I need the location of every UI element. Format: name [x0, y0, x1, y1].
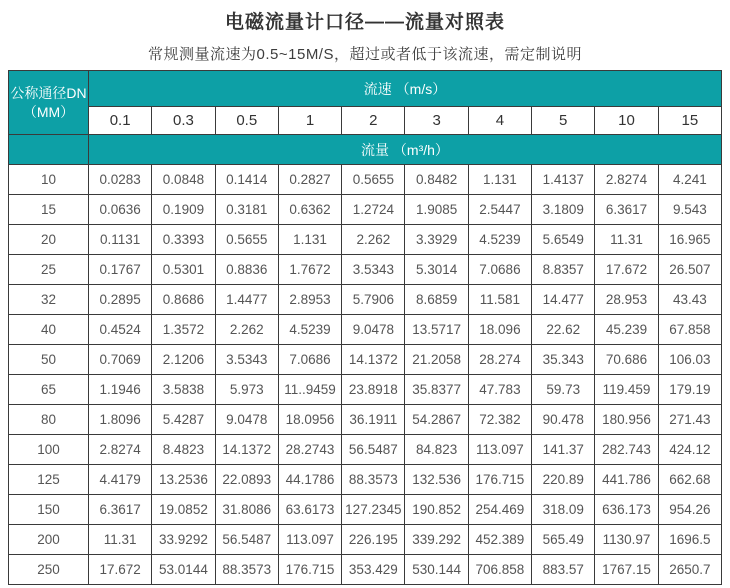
flow-value-cell: 176.715: [468, 465, 531, 495]
flow-value-cell: 18.096: [468, 315, 531, 345]
flow-value-cell: 45.239: [595, 315, 658, 345]
flow-value-cell: 220.89: [532, 465, 595, 495]
flow-value-cell: 26.507: [658, 255, 721, 285]
flow-value-cell: 14.1372: [342, 345, 405, 375]
page-subtitle: 常规测量流速为0.5~15M/S，超过或者低于该流速，需定制说明: [148, 46, 582, 63]
velocity-value-cell: 0.1: [89, 107, 152, 135]
flow-value-cell: 0.1909: [152, 195, 215, 225]
flow-value-cell: 1.2724: [342, 195, 405, 225]
table-body: [9, 165, 722, 585]
flow-value-cell: 127.2345: [342, 495, 405, 525]
flow-value-cell: 883.57: [532, 555, 595, 585]
flow-value-cell: 0.8836: [215, 255, 278, 285]
dn-value-cell: 50: [9, 345, 89, 375]
flow-value-cell: 2.8274: [89, 435, 152, 465]
table-row: [9, 375, 722, 405]
flow-value-cell: 0.0283: [89, 165, 152, 195]
flow-value-cell: 1767.15: [595, 555, 658, 585]
flow-value-cell: 8.6859: [405, 285, 468, 315]
velocity-value-cell: 0.3: [152, 107, 215, 135]
velocity-value-cell: 1: [278, 107, 341, 135]
flow-value-cell: 1.3572: [152, 315, 215, 345]
flow-value-cell: 7.0686: [278, 345, 341, 375]
dn-value-cell: 250: [9, 555, 89, 585]
flow-value-cell: 113.097: [468, 435, 531, 465]
flow-value-cell: 282.743: [595, 435, 658, 465]
table-row: [9, 255, 722, 285]
velocity-value-cell: 2: [342, 107, 405, 135]
velocity-band-row: [9, 71, 722, 107]
table-row: [9, 465, 722, 495]
flow-value-cell: 0.1414: [215, 165, 278, 195]
flow-value-cell: 44.1786: [278, 465, 341, 495]
flow-value-cell: 7.0686: [468, 255, 531, 285]
flow-band-row: [9, 135, 722, 165]
flow-value-cell: 0.0848: [152, 165, 215, 195]
table-row: [9, 525, 722, 555]
flow-value-cell: 565.49: [532, 525, 595, 555]
flow-value-cell: 43.43: [658, 285, 721, 315]
flow-value-cell: 72.382: [468, 405, 531, 435]
flow-value-cell: 84.823: [405, 435, 468, 465]
flow-value-cell: 13.2536: [152, 465, 215, 495]
flow-value-cell: 9.0478: [215, 405, 278, 435]
table-row: [9, 315, 722, 345]
flow-value-cell: 424.12: [658, 435, 721, 465]
flow-value-cell: 4.5239: [468, 225, 531, 255]
flow-value-cell: 88.3573: [215, 555, 278, 585]
flow-value-cell: 0.1131: [89, 225, 152, 255]
flow-value-cell: 11.31: [595, 225, 658, 255]
flow-band-empty-cell: [9, 135, 89, 165]
velocity-value-cell: 0.5: [215, 107, 278, 135]
dn-value-cell: 125: [9, 465, 89, 495]
velocity-values-row: [9, 107, 722, 135]
flow-value-cell: 1.131: [278, 225, 341, 255]
table-row: [9, 405, 722, 435]
flow-value-cell: 1.4477: [215, 285, 278, 315]
flow-value-cell: 6.3617: [595, 195, 658, 225]
flow-value-cell: 16.965: [658, 225, 721, 255]
flow-header-cell: 流量 （m³/h）: [89, 135, 722, 165]
flow-value-cell: 1696.5: [658, 525, 721, 555]
flow-value-cell: 1.1946: [89, 375, 152, 405]
flow-value-cell: 13.5717: [405, 315, 468, 345]
flow-value-cell: 5.3014: [405, 255, 468, 285]
flow-value-cell: 14.477: [532, 285, 595, 315]
velocity-value-cell: 4: [468, 107, 531, 135]
flow-value-cell: 54.2867: [405, 405, 468, 435]
dn-value-cell: 32: [9, 285, 89, 315]
page-title: 电磁流量计口径——流量对照表: [224, 12, 505, 33]
flow-value-cell: 11..9459: [278, 375, 341, 405]
flow-value-cell: 3.1809: [532, 195, 595, 225]
flow-value-cell: 8.8357: [532, 255, 595, 285]
flow-value-cell: 22.0893: [215, 465, 278, 495]
flow-value-cell: 5.4287: [152, 405, 215, 435]
flow-value-cell: 1.4137: [532, 165, 595, 195]
flow-value-cell: 119.459: [595, 375, 658, 405]
flow-value-cell: 0.2895: [89, 285, 152, 315]
flow-value-cell: 441.786: [595, 465, 658, 495]
flow-value-cell: 2.262: [215, 315, 278, 345]
flow-value-cell: 28.2743: [278, 435, 341, 465]
flow-value-cell: 9.543: [658, 195, 721, 225]
flow-value-cell: 2.262: [342, 225, 405, 255]
flow-value-cell: 0.2827: [278, 165, 341, 195]
table-header: [9, 71, 722, 165]
velocity-value-cell: 5: [532, 107, 595, 135]
flow-value-cell: 339.292: [405, 525, 468, 555]
flow-value-cell: 6.3617: [89, 495, 152, 525]
flow-value-cell: 21.2058: [405, 345, 468, 375]
flow-value-cell: 2.8274: [595, 165, 658, 195]
dn-value-cell: 20: [9, 225, 89, 255]
flow-value-cell: 0.4524: [89, 315, 152, 345]
flow-value-cell: 3.3929: [405, 225, 468, 255]
flow-value-cell: 56.5487: [342, 435, 405, 465]
flow-value-cell: 0.8686: [152, 285, 215, 315]
flow-value-cell: 179.19: [658, 375, 721, 405]
flow-value-cell: 2.5447: [468, 195, 531, 225]
flow-value-cell: 0.3393: [152, 225, 215, 255]
dn-value-cell: 40: [9, 315, 89, 345]
flow-value-cell: 9.0478: [342, 315, 405, 345]
flow-value-cell: 2.8953: [278, 285, 341, 315]
flow-value-cell: 18.0956: [278, 405, 341, 435]
dn-header-line2: （MM）: [22, 103, 75, 120]
flow-value-cell: 19.0852: [152, 495, 215, 525]
flow-value-cell: 0.8482: [405, 165, 468, 195]
velocity-value-cell: 10: [595, 107, 658, 135]
dn-value-cell: 80: [9, 405, 89, 435]
table-row: [9, 555, 722, 585]
flow-value-cell: 0.0636: [89, 195, 152, 225]
flow-value-cell: 4.4179: [89, 465, 152, 495]
flow-value-cell: 5.973: [215, 375, 278, 405]
flow-value-cell: 90.478: [532, 405, 595, 435]
flow-value-cell: 318.09: [532, 495, 595, 525]
flow-value-cell: 5.7906: [342, 285, 405, 315]
flow-value-cell: 530.144: [405, 555, 468, 585]
dn-value-cell: 10: [9, 165, 89, 195]
flow-rate-table: [8, 70, 722, 585]
flow-value-cell: 31.8086: [215, 495, 278, 525]
flow-value-cell: 11.31: [89, 525, 152, 555]
dn-value-cell: 15: [9, 195, 89, 225]
flow-value-cell: 1.7672: [278, 255, 341, 285]
flow-value-cell: 56.5487: [215, 525, 278, 555]
flow-value-cell: 452.389: [468, 525, 531, 555]
dn-header-line1: 公称通径DN: [10, 84, 87, 101]
flow-value-cell: 36.1911: [342, 405, 405, 435]
table-row: [9, 225, 722, 255]
flow-value-cell: 23.8918: [342, 375, 405, 405]
flow-value-cell: 59.73: [532, 375, 595, 405]
flow-value-cell: 70.686: [595, 345, 658, 375]
flow-value-cell: 35.343: [532, 345, 595, 375]
flow-value-cell: 33.9292: [152, 525, 215, 555]
flow-value-cell: 176.715: [278, 555, 341, 585]
flow-value-cell: 22.62: [532, 315, 595, 345]
flow-value-cell: 353.429: [342, 555, 405, 585]
flow-value-cell: 0.3181: [215, 195, 278, 225]
flow-value-cell: 1.9085: [405, 195, 468, 225]
velocity-value-cell: 3: [405, 107, 468, 135]
flow-value-cell: 0.1767: [89, 255, 152, 285]
dn-header-cell: [9, 71, 89, 135]
table-row: [9, 165, 722, 195]
table-row: [9, 435, 722, 465]
dn-value-cell: 100: [9, 435, 89, 465]
flow-value-cell: 132.536: [405, 465, 468, 495]
table-row: [9, 495, 722, 525]
flow-value-cell: 141.37: [532, 435, 595, 465]
dn-value-cell: 150: [9, 495, 89, 525]
dn-value-cell: 25: [9, 255, 89, 285]
flow-value-cell: 662.68: [658, 465, 721, 495]
flow-value-cell: 88.3573: [342, 465, 405, 495]
flow-value-cell: 3.5343: [342, 255, 405, 285]
flow-value-cell: 0.5655: [215, 225, 278, 255]
flow-value-cell: 113.097: [278, 525, 341, 555]
flow-value-cell: 5.6549: [532, 225, 595, 255]
velocity-value-cell: 15: [658, 107, 721, 135]
flow-value-cell: 636.173: [595, 495, 658, 525]
flow-value-cell: 17.672: [595, 255, 658, 285]
flow-value-cell: 226.195: [342, 525, 405, 555]
dn-value-cell: 65: [9, 375, 89, 405]
flow-value-cell: 0.6362: [278, 195, 341, 225]
flow-value-cell: 8.4823: [152, 435, 215, 465]
flow-value-cell: 0.7069: [89, 345, 152, 375]
flow-value-cell: 180.956: [595, 405, 658, 435]
velocity-header-cell: 流速 （m/s）: [89, 71, 722, 107]
flow-value-cell: 53.0144: [152, 555, 215, 585]
flow-value-cell: 706.858: [468, 555, 531, 585]
dn-value-cell: 200: [9, 525, 89, 555]
flow-value-cell: 4.5239: [278, 315, 341, 345]
flow-value-cell: 4.241: [658, 165, 721, 195]
flow-value-cell: 14.1372: [215, 435, 278, 465]
flow-value-cell: 63.6173: [278, 495, 341, 525]
flow-value-cell: 1.8096: [89, 405, 152, 435]
flow-value-cell: 3.5838: [152, 375, 215, 405]
flow-value-cell: 67.858: [658, 315, 721, 345]
flow-value-cell: 47.783: [468, 375, 531, 405]
flow-value-cell: 35.8377: [405, 375, 468, 405]
flow-value-cell: 1.131: [468, 165, 531, 195]
flow-value-cell: 28.274: [468, 345, 531, 375]
flow-value-cell: 1130.97: [595, 525, 658, 555]
flow-value-cell: 17.672: [89, 555, 152, 585]
flow-value-cell: 2.1206: [152, 345, 215, 375]
flow-value-cell: 254.469: [468, 495, 531, 525]
table-row: [9, 285, 722, 315]
flow-value-cell: 2650.7: [658, 555, 721, 585]
flow-value-cell: 271.43: [658, 405, 721, 435]
flow-value-cell: 11.581: [468, 285, 531, 315]
flow-value-cell: 0.5301: [152, 255, 215, 285]
flow-value-cell: 106.03: [658, 345, 721, 375]
flow-value-cell: 3.5343: [215, 345, 278, 375]
flow-value-cell: 28.953: [595, 285, 658, 315]
flow-value-cell: 954.26: [658, 495, 721, 525]
table-row: [9, 345, 722, 375]
flow-value-cell: 0.5655: [342, 165, 405, 195]
table-row: [9, 195, 722, 225]
flow-value-cell: 190.852: [405, 495, 468, 525]
